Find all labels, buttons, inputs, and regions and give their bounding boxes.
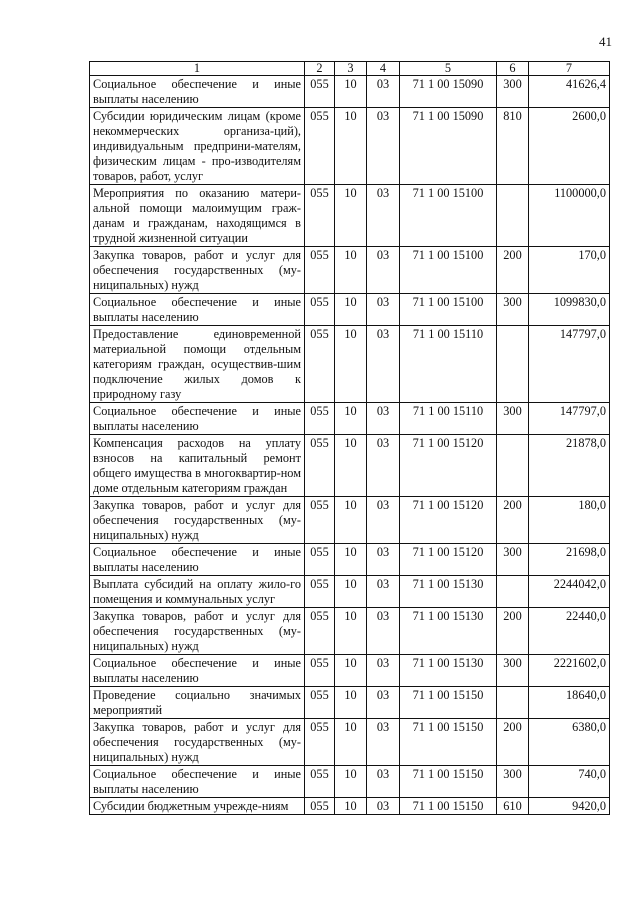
target-article-cell: 71 1 00 15150 (400, 687, 497, 719)
subsection-code-cell: 03 (367, 108, 400, 185)
expense-type-cell: 200 (497, 608, 529, 655)
expense-type-cell (497, 326, 529, 403)
ministry-code-cell: 055 (305, 655, 335, 687)
target-article-cell: 71 1 00 15100 (400, 185, 497, 247)
target-article-cell: 71 1 00 15150 (400, 798, 497, 815)
expense-name-cell: Закупка товаров, работ и услуг для обеспечения государственных (му-ниципальных) нужд (90, 608, 305, 655)
table-header-row (90, 62, 610, 76)
amount-cell: 147797,0 (529, 326, 610, 403)
table-row (90, 655, 610, 687)
expense-name-cell: Субсидии бюджетным учрежде-ниям (90, 798, 305, 815)
expense-type-cell (497, 687, 529, 719)
amount-cell: 21878,0 (529, 435, 610, 497)
section-code-cell: 10 (335, 798, 367, 815)
header-cell: 7 (529, 62, 610, 76)
expense-type-cell: 300 (497, 403, 529, 435)
ministry-code-cell: 055 (305, 766, 335, 798)
section-code-cell: 10 (335, 185, 367, 247)
expense-name-cell: Компенсация расходов на уплату взносов на капитальный ремонт общего имущества в многоквартир-ном доме отдельным категориям граждан (90, 435, 305, 497)
amount-cell: 180,0 (529, 497, 610, 544)
table-row (90, 719, 610, 766)
header-cell: 6 (497, 62, 529, 76)
amount-cell: 2600,0 (529, 108, 610, 185)
expense-name-cell: Социальное обеспечение и иные выплаты населению (90, 544, 305, 576)
section-code-cell: 10 (335, 403, 367, 435)
ministry-code-cell: 055 (305, 185, 335, 247)
expense-type-cell: 300 (497, 544, 529, 576)
expense-name-cell: Закупка товаров, работ и услуг для обеспечения государственных (му-ниципальных) нужд (90, 497, 305, 544)
expense-type-cell: 300 (497, 294, 529, 326)
ministry-code-cell: 055 (305, 687, 335, 719)
ministry-code-cell: 055 (305, 326, 335, 403)
ministry-code-cell: 055 (305, 544, 335, 576)
subsection-code-cell: 03 (367, 435, 400, 497)
expense-name-cell: Социальное обеспечение и иные выплаты населению (90, 403, 305, 435)
expense-type-cell: 810 (497, 108, 529, 185)
target-article-cell: 71 1 00 15100 (400, 294, 497, 326)
expense-name-cell: Закупка товаров, работ и услуг для обеспечения государственных (му-ниципальных) нужд (90, 719, 305, 766)
amount-cell: 170,0 (529, 247, 610, 294)
expense-name-cell: Выплата субсидий на оплату жило-го помещения и коммунальных услуг (90, 576, 305, 608)
table-row (90, 544, 610, 576)
table-row (90, 76, 610, 108)
table-row (90, 798, 610, 815)
ministry-code-cell: 055 (305, 108, 335, 185)
expense-name-cell: Социальное обеспечение и иные выплаты населению (90, 294, 305, 326)
table-row (90, 403, 610, 435)
section-code-cell: 10 (335, 608, 367, 655)
target-article-cell: 71 1 00 15090 (400, 76, 497, 108)
amount-cell: 740,0 (529, 766, 610, 798)
budget-table (89, 61, 610, 815)
subsection-code-cell: 03 (367, 403, 400, 435)
header-cell: 1 (90, 62, 305, 76)
subsection-code-cell: 03 (367, 576, 400, 608)
target-article-cell: 71 1 00 15130 (400, 608, 497, 655)
subsection-code-cell: 03 (367, 294, 400, 326)
subsection-code-cell: 03 (367, 497, 400, 544)
amount-cell: 1099830,0 (529, 294, 610, 326)
target-article-cell: 71 1 00 15100 (400, 247, 497, 294)
subsection-code-cell: 03 (367, 326, 400, 403)
amount-cell: 9420,0 (529, 798, 610, 815)
expense-type-cell: 300 (497, 76, 529, 108)
subsection-code-cell: 03 (367, 76, 400, 108)
table-row (90, 108, 610, 185)
section-code-cell: 10 (335, 294, 367, 326)
target-article-cell: 71 1 00 15090 (400, 108, 497, 185)
ministry-code-cell: 055 (305, 247, 335, 294)
ministry-code-cell: 055 (305, 576, 335, 608)
ministry-code-cell: 055 (305, 403, 335, 435)
target-article-cell: 71 1 00 15110 (400, 326, 497, 403)
expense-name-cell: Социальное обеспечение и иные выплаты населению (90, 76, 305, 108)
expense-name-cell: Социальное обеспечение и иные выплаты населению (90, 766, 305, 798)
amount-cell: 41626,4 (529, 76, 610, 108)
section-code-cell: 10 (335, 655, 367, 687)
amount-cell: 2221602,0 (529, 655, 610, 687)
target-article-cell: 71 1 00 15120 (400, 497, 497, 544)
amount-cell: 22440,0 (529, 608, 610, 655)
target-article-cell: 71 1 00 15130 (400, 576, 497, 608)
table-row (90, 326, 610, 403)
header-cell: 4 (367, 62, 400, 76)
header-cell: 3 (335, 62, 367, 76)
subsection-code-cell: 03 (367, 544, 400, 576)
subsection-code-cell: 03 (367, 185, 400, 247)
subsection-code-cell: 03 (367, 608, 400, 655)
subsection-code-cell: 03 (367, 687, 400, 719)
ministry-code-cell: 055 (305, 719, 335, 766)
target-article-cell: 71 1 00 15130 (400, 655, 497, 687)
expense-name-cell: Проведение социально значимых мероприятий (90, 687, 305, 719)
expense-name-cell: Социальное обеспечение и иные выплаты населению (90, 655, 305, 687)
section-code-cell: 10 (335, 497, 367, 544)
ministry-code-cell: 055 (305, 608, 335, 655)
amount-cell: 1100000,0 (529, 185, 610, 247)
section-code-cell: 10 (335, 766, 367, 798)
amount-cell: 147797,0 (529, 403, 610, 435)
expense-name-cell: Закупка товаров, работ и услуг для обеспечения государственных (му-ниципальных) нужд (90, 247, 305, 294)
expense-type-cell (497, 435, 529, 497)
section-code-cell: 10 (335, 108, 367, 185)
subsection-code-cell: 03 (367, 247, 400, 294)
amount-cell: 6380,0 (529, 719, 610, 766)
page-number: 41 (599, 34, 612, 49)
table-row (90, 576, 610, 608)
section-code-cell: 10 (335, 687, 367, 719)
expense-name-cell: Предоставление единовременной материальной помощи отдельным категориям граждан, осуществив-шим подключение жилых домов к природному газу (90, 326, 305, 403)
table-row (90, 435, 610, 497)
expense-type-cell: 200 (497, 719, 529, 766)
subsection-code-cell: 03 (367, 798, 400, 815)
table-row (90, 294, 610, 326)
expense-type-cell (497, 185, 529, 247)
ministry-code-cell: 055 (305, 76, 335, 108)
header-cell: 5 (400, 62, 497, 76)
ministry-code-cell: 055 (305, 435, 335, 497)
target-article-cell: 71 1 00 15120 (400, 544, 497, 576)
section-code-cell: 10 (335, 719, 367, 766)
ministry-code-cell: 055 (305, 497, 335, 544)
target-article-cell: 71 1 00 15120 (400, 435, 497, 497)
ministry-code-cell: 055 (305, 294, 335, 326)
expense-type-cell (497, 576, 529, 608)
amount-cell: 2244042,0 (529, 576, 610, 608)
expense-type-cell: 200 (497, 497, 529, 544)
section-code-cell: 10 (335, 576, 367, 608)
target-article-cell: 71 1 00 15150 (400, 766, 497, 798)
section-code-cell: 10 (335, 435, 367, 497)
expense-type-cell: 200 (497, 247, 529, 294)
table-row (90, 497, 610, 544)
expense-type-cell: 610 (497, 798, 529, 815)
table-row (90, 687, 610, 719)
expense-name-cell: Субсидии юридическим лицам (кроме некоммерческих организа-ций), индивидуальным предприни-мателям, физическим лицам - про-изводителям товаров, работ, услуг (90, 108, 305, 185)
target-article-cell: 71 1 00 15110 (400, 403, 497, 435)
amount-cell: 18640,0 (529, 687, 610, 719)
table-row (90, 247, 610, 294)
subsection-code-cell: 03 (367, 719, 400, 766)
subsection-code-cell: 03 (367, 766, 400, 798)
amount-cell: 21698,0 (529, 544, 610, 576)
table-row (90, 608, 610, 655)
header-cell: 2 (305, 62, 335, 76)
expense-type-cell: 300 (497, 766, 529, 798)
ministry-code-cell: 055 (305, 798, 335, 815)
expense-type-cell: 300 (497, 655, 529, 687)
section-code-cell: 10 (335, 544, 367, 576)
section-code-cell: 10 (335, 247, 367, 294)
section-code-cell: 10 (335, 76, 367, 108)
subsection-code-cell: 03 (367, 655, 400, 687)
table-row (90, 766, 610, 798)
expense-name-cell: Мероприятия по оказанию матери-альной помощи малоимущим граж-данам и гражданам, находящимся в трудной жизненной ситуации (90, 185, 305, 247)
section-code-cell: 10 (335, 326, 367, 403)
table-row (90, 185, 610, 247)
target-article-cell: 71 1 00 15150 (400, 719, 497, 766)
